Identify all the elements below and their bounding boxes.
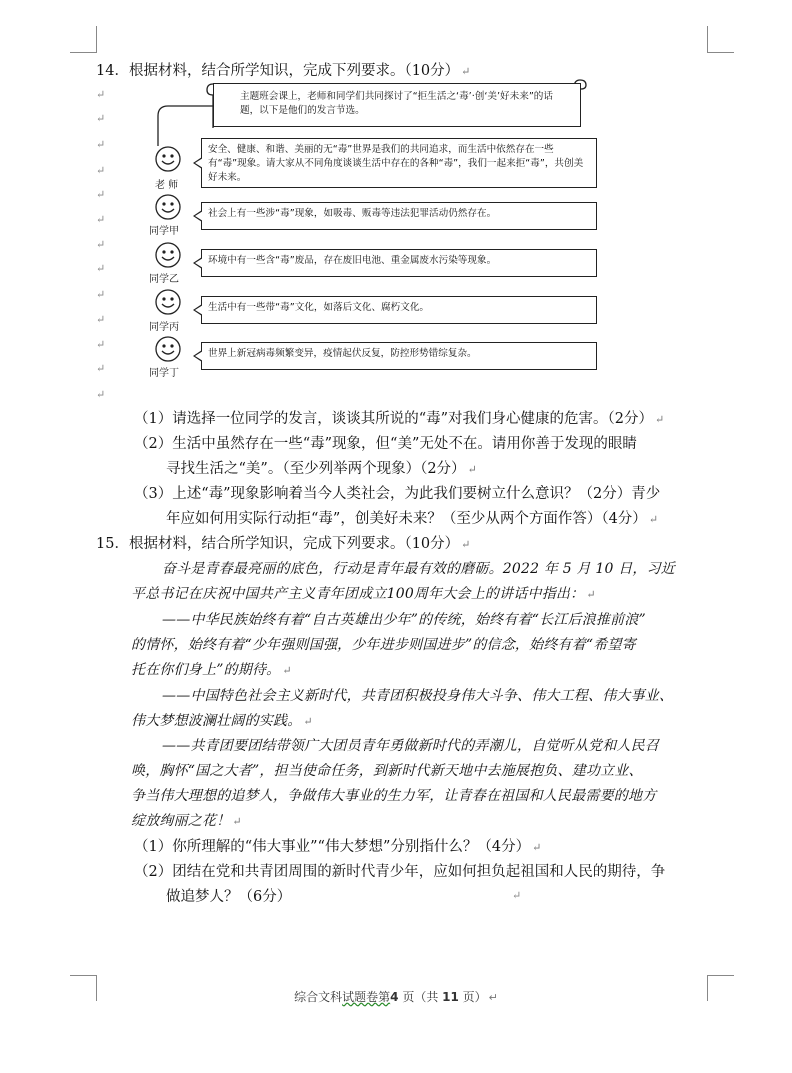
speaker-label-teacher: 老 师 (155, 180, 179, 191)
speaker-label-student-d: 同学丁 (149, 368, 179, 379)
q15-sub1: （1）你所理解的“伟大事业”“伟大梦想”分别指什么？（4分） ↵ (134, 839, 542, 855)
q15-material-p4-line1: ——共青团要团结带领广大团员青年勇做新时代的弄潮儿，自觉听从党和人民召 (162, 738, 659, 754)
speech-bubble-student-c: 生活中有一些带“毒”文化，如落后文化、腐朽文化。 (201, 296, 597, 324)
paragraph-mark: ↵ (96, 288, 106, 301)
footer-total-pages: 11 (442, 990, 459, 1004)
student-b-smiley-icon (155, 242, 181, 268)
crop-mark-top-left-v (96, 26, 97, 52)
q15-material-p2-line2: 的情怀，始终有着“少年强则国强，少年进步则国进步”的信念，始终有着“希望寄 (131, 637, 636, 653)
speech-bubble-student-b: 环境中有一些含“毒”废品，存在废旧电池、重金属废水污染等现象。 (201, 249, 597, 277)
paragraph-mark: ↵ (96, 112, 106, 125)
footer-underlined-text: 试题卷第 (342, 990, 391, 1004)
crop-mark-top-right-h (707, 52, 734, 53)
paragraph-mark: ↵ (96, 238, 106, 251)
q14-heading: 14．根据材料，结合所学知识，完成下列要求。（10分） ↵ (96, 63, 471, 79)
paragraph-mark: ↵ (96, 388, 106, 401)
paragraph-mark: ↵ (96, 213, 106, 226)
crop-mark-bottom-right-h (707, 975, 734, 976)
crop-mark-bottom-left-h (70, 975, 97, 976)
q15-material-p2-line3: 托在你们身上”的期待。 ↵ (131, 662, 292, 678)
student-d-smiley-icon (155, 336, 181, 362)
q15-material-p3-line2: 伟大梦想波澜壮阔的实践。 ↵ (131, 713, 313, 729)
teacher-smiley-icon (155, 146, 181, 172)
q14-sub3-line1: （3）上述“毒”现象影响着当今人类社会，为此我们要树立什么意识？（2分）青少 (134, 486, 661, 502)
speech-bubble-student-a: 社会上有一些涉“毒”现象，如吸毒、贩毒等违法犯罪活动仍然存在。 (201, 202, 597, 230)
paragraph-mark: ↵ (96, 88, 106, 101)
paragraph-mark: ↵ (96, 262, 106, 275)
speech-bubble-teacher: 安全、健康、和谐、美丽的无“毒”世界是我们的共同追求，而生活中依然存在一些有“毒”现象。请大家从不同角度谈谈生活中存在的各种“毒”，我们一起来拒“毒”，共创美好未来。 (201, 138, 597, 188)
q14-sub3-line2: 年应如何用实际行动拒“毒”，创美好未来？（至少从两个方面作答）（4分） ↵ (166, 511, 659, 527)
q14-sub2-line2: 寻找生活之“美”。（至少列举两个现象）（2分） ↵ (166, 461, 477, 477)
crop-mark-top-left-h (70, 52, 97, 53)
q14-sub1: （1）请选择一位同学的发言，谈谈其所说的“毒”对我们身心健康的危害。（2分） ↵ (134, 411, 665, 427)
topic-scroll: 主题班会课上，老师和同学们共同探讨了“拒生活之‘毒’·创‘美’好未来”的话题，以下是他们的发言节选。 (213, 83, 581, 127)
q15-material-p4-line3: 争当伟大理想的追梦人，争做伟大事业的生力军，让青春在祖国和人民最需要的地方 (131, 788, 657, 804)
crop-mark-top-right-v (707, 26, 708, 52)
q14-sub2-line1: （2）生活中虽然存在一些“毒”现象，但“美”无处不在。请用你善于发现的眼睛 (134, 436, 637, 452)
speech-bubble-student-d: 世界上新冠病毒频繁变异，疫情起伏反复，防控形势错综复杂。 (201, 342, 597, 370)
q15-material-p3-line1: ——中国特色社会主义新时代，共青团积极投身伟大斗争、伟大工程、伟大事业、 (162, 688, 674, 704)
q15-material-p1-line2: 平总书记在庆祝中国共产主义青年团成立100周年大会上的讲话中指出： ↵ (131, 586, 596, 602)
q15-material-p1-line1: 奋斗是青春最亮丽的底色，行动是青年最有效的磨砺。2022 年 5 月 10 日，习近 (162, 561, 675, 577)
speaker-label-student-a: 同学甲 (149, 226, 179, 237)
q15-material-p2-line1: ——中华民族始终有着“自古英雄出少年”的传统，始终有着“长江后浪推前浪” (162, 612, 646, 628)
student-c-smiley-icon (155, 289, 181, 315)
paragraph-mark: ↵ (96, 164, 106, 177)
speaker-label-student-b: 同学乙 (149, 274, 179, 285)
paragraph-mark: ↵ (96, 188, 106, 201)
q15-material-p4-line2: 唤，胸怀“国之大者”，担当使命任务，到新时代新天地中去施展抱负、建功立业、 (131, 763, 643, 779)
student-a-smiley-icon (155, 194, 181, 220)
paragraph-mark: ↵ (96, 362, 106, 375)
paragraph-mark: ↵ (96, 138, 106, 151)
page-footer: 综合文科试题卷第4 页（共 11 页） ↵ (294, 990, 498, 1004)
footer-page-number: 4 (390, 990, 399, 1004)
paragraph-mark: ↵ (96, 338, 106, 351)
q15-sub2-line1: （2）团结在党和共青团周围的新时代青少年，应如何担负起祖国和人民的期待，争 (134, 864, 666, 880)
speaker-label-student-c: 同学丙 (149, 322, 179, 333)
q15-sub2-line2: 做追梦人？（6分） (166, 889, 292, 905)
q15-material-p4-line4: 绽放绚丽之花！ ↵ (131, 813, 242, 829)
paragraph-mark: ↵ (96, 313, 106, 326)
q15-heading: 15．根据材料，结合所学知识，完成下列要求。（10分） ↵ (96, 536, 471, 552)
paragraph-mark: ↵ (512, 889, 522, 902)
